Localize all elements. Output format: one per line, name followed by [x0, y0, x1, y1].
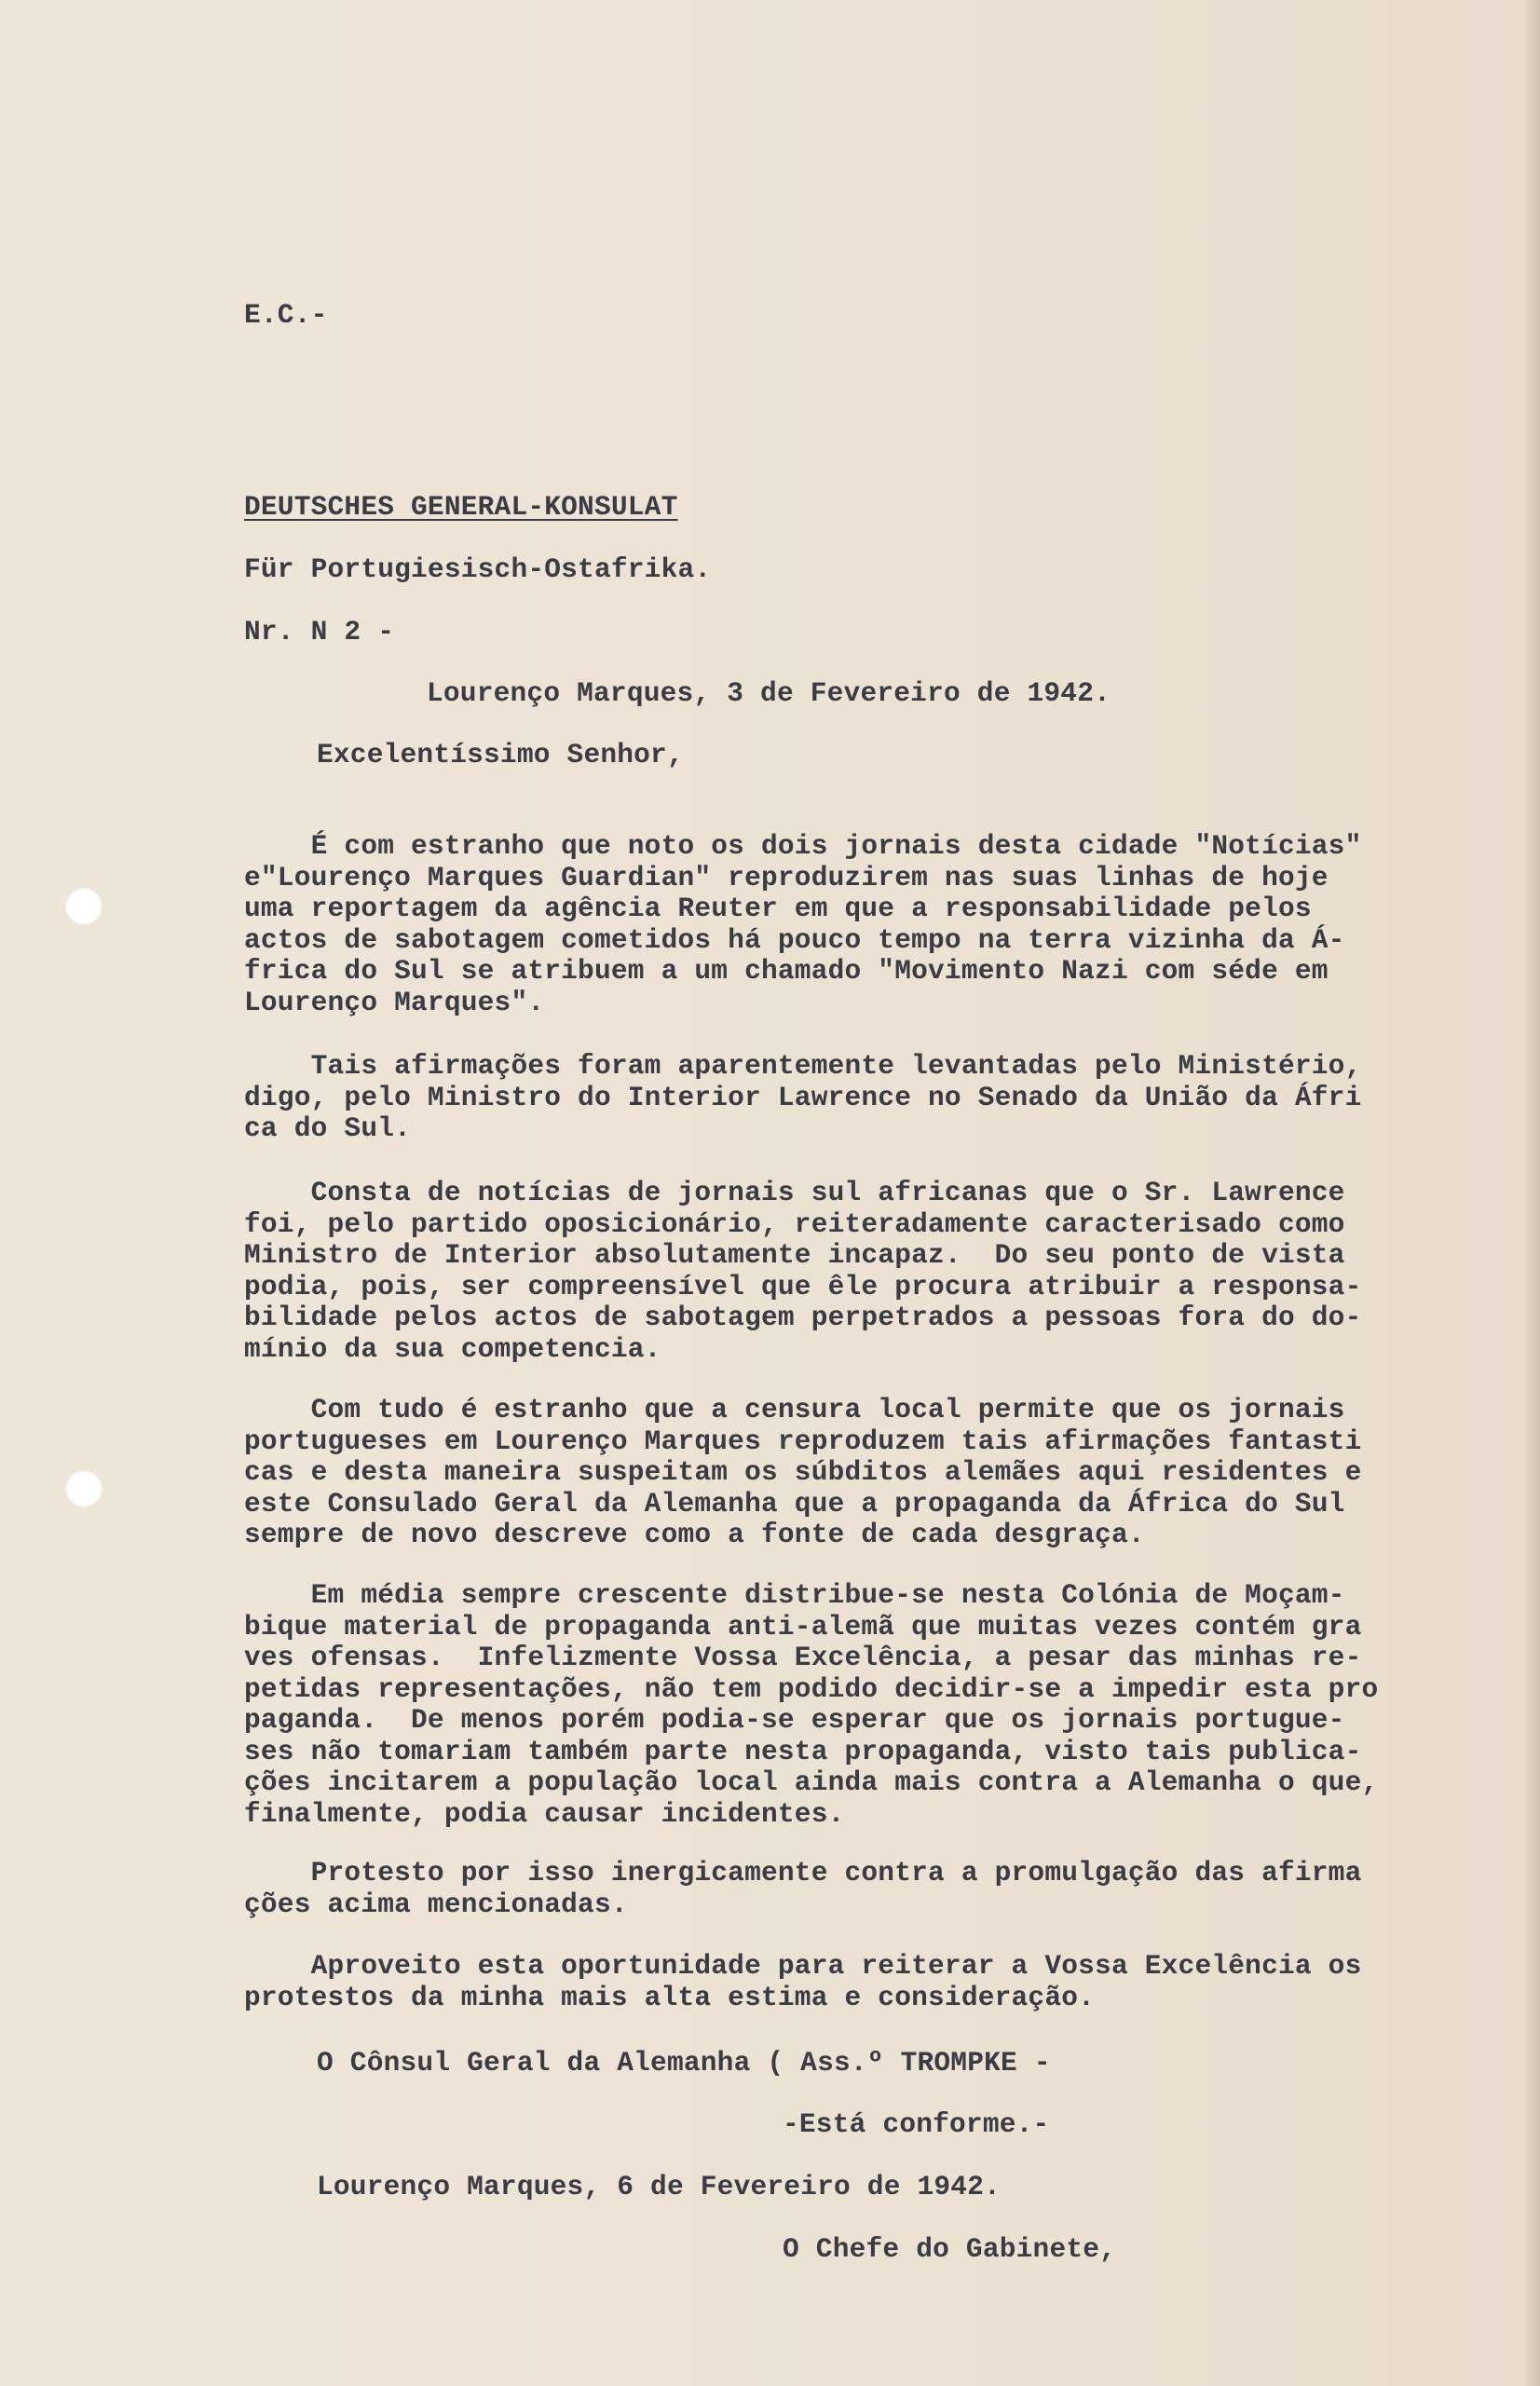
salutation: Excelentíssimo Senhor,	[317, 739, 684, 770]
document-number: Nr. N 2 -	[244, 616, 395, 648]
paragraph-7: Aproveito esta oportunidade para reiterar a Vossa Excelência os protestos da minha mais alta estima e consideração.	[244, 1950, 1362, 2013]
consulate-region: Für Portugiesisch-Ostafrika.	[244, 553, 712, 585]
paragraph-5: Em média sempre crescente distribue-se nesta Colónia de Moçam- bique material de propaganda anti-alemã que muitas vezes contém gra ves ofensas. Infelizmente Vossa Excelência, a pesar das minhas re- petidas representações, não tem podido decidir-se a impedir esta pro paganda. De menos porém podia-se esperar que os jornais portugue- ses não tomariam também parte nesta propaganda, visto tais publica- ções incitarem a população local ainda mais contra a Alemanha o que, finalmente, podia causar incidentes.	[244, 1579, 1379, 1830]
paper-edge	[1523, 0, 1540, 2386]
signature-line: O Cônsul Geral da Alemanha ( Ass.º TROMPKE -	[317, 2047, 1051, 2079]
place-date: Lourenço Marques, 3 de Fevereiro de 1942.	[427, 677, 1111, 709]
paragraph-4: Com tudo é estranho que a censura local permite que os jornais portugueses em Lourenço Marques reproduzem tais afirmações fantasti cas e desta maneira suspeitam os súbditos alemães aqui residentes e este Consulado Geral da Alemanha que a propaganda da África do Sul sempre de novo descreve como a fonte de cada desgraça.	[244, 1394, 1362, 1550]
paragraph-6: Protesto por isso inergicamente contra a promulgação das afirma ções acima mencionadas.	[244, 1857, 1362, 1920]
conformity-note: -Está conforme.-	[783, 2108, 1050, 2140]
consulate-heading: DEUTSCHES GENERAL-KONSULAT	[244, 491, 678, 523]
paragraph-2: Tais afirmações foram aparentemente levantadas pelo Ministério, digo, pelo Ministro do Interior Lawrence no Senado da União da Áfri ca do Sul.	[244, 1050, 1362, 1144]
paragraph-1: É com estranho que noto os dois jornais desta cidade "Notícias" e"Lourenço Marques Guardian" reproduzirem nas suas linhas de hoje uma reportagem da agência Reuter em que a responsabilidade pelos actos de sabotagem cometidos há pouco tempo na terra vizinha da Á- frica do Sul se atribuem a um chamado "Movimento Nazi com séde em Lourenço Marques".	[244, 830, 1362, 1018]
reference-code: E.C.-	[244, 299, 328, 331]
second-place-date: Lourenço Marques, 6 de Fevereiro de 1942.	[317, 2171, 1002, 2202]
paragraph-3: Consta de notícias de jornais sul africanas que o Sr. Lawrence foi, pelo partido oposicionário, reiteradamente caracterisado como Ministro de Interior absolutamente incapaz. Do seu ponto de vista podia, pois, ser compreensível que êle procura atribuir a responsa- bilidade pelos actos de sabotagem perpetrados a pessoas fora do do- mínio da sua competencia.	[244, 1177, 1362, 1365]
closing-title: O Chefe do Gabinete,	[783, 2233, 1117, 2265]
punch-hole-bottom	[65, 1470, 102, 1507]
punch-hole-top	[65, 888, 102, 925]
